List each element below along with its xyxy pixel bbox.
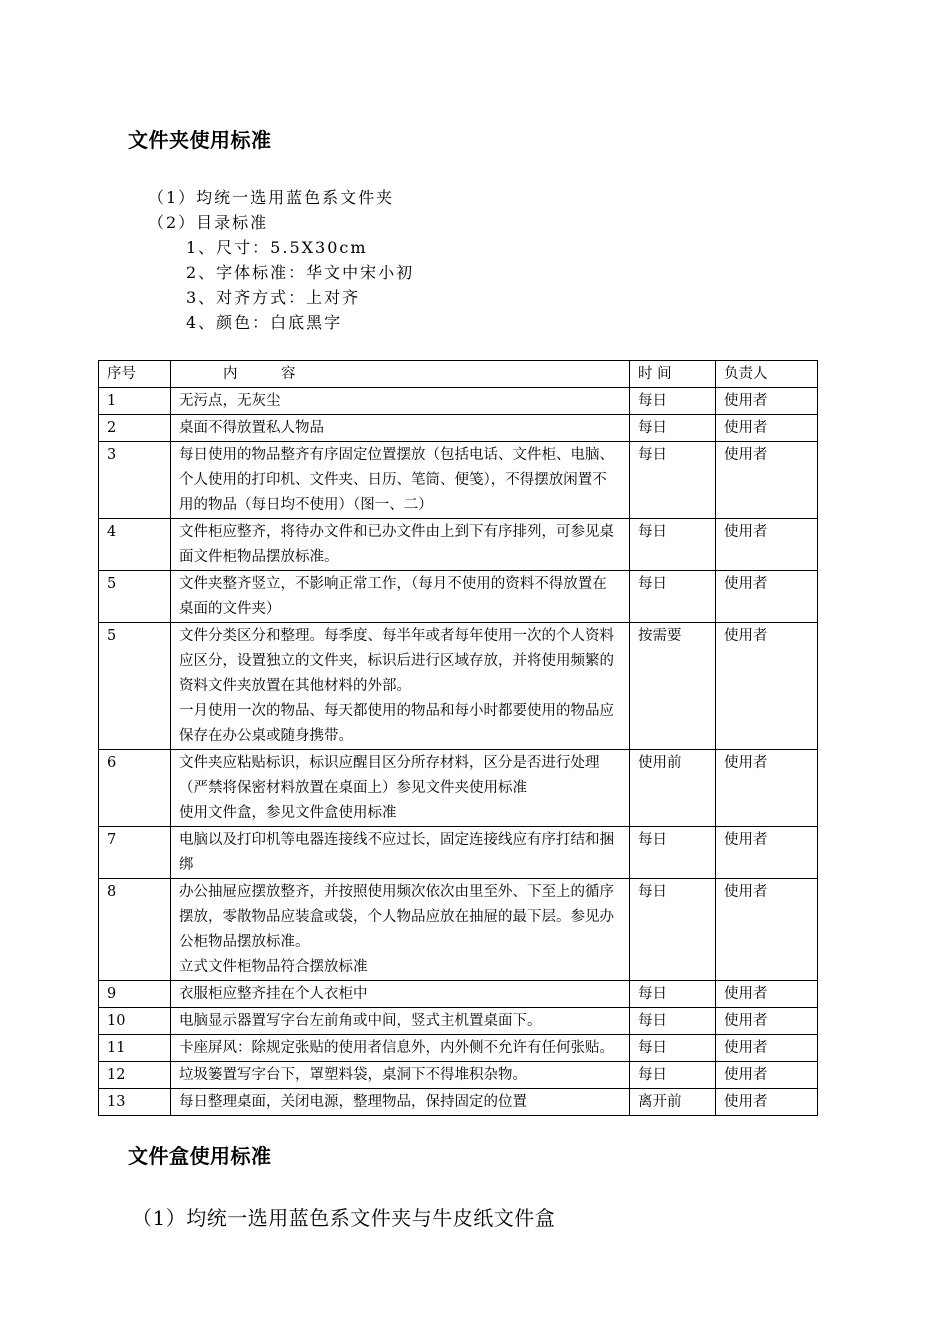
table-row — [99, 1008, 818, 1035]
table-row — [99, 388, 818, 415]
cell-time: 每日 — [630, 571, 716, 623]
section1-title: 文件夹使用标准 — [128, 128, 272, 152]
cell-content-paragraph: 文件柜应整齐，将待办文件和已办文件由上到下有序排列，可参见桌面文件柜物品摆放标准。 — [179, 524, 614, 565]
cell-content-paragraph: 无污点，无灰尘 — [179, 393, 281, 409]
cell-content-paragraph: 文件夹应粘贴标识，标识应醒目区分所存材料，区分是否进行处理（严禁将保密材料放置在桌面上）参见文件夹使用标准 — [179, 755, 600, 796]
cell-content-paragraph: 使用文件盒，参见文件盒使用标准 — [179, 805, 397, 821]
cell-time: 按需要 — [630, 623, 716, 750]
cell-no: 12 — [99, 1062, 171, 1089]
cell-content-paragraph: 衣服柜应整齐挂在个人衣柜中 — [179, 986, 368, 1002]
table-row — [99, 519, 818, 571]
table-row — [99, 1089, 818, 1116]
cell-content — [171, 1089, 630, 1116]
cell-time: 每日 — [630, 1062, 716, 1089]
table-body — [99, 388, 818, 1116]
table-row — [99, 415, 818, 442]
cell-content-paragraph: 立式文件柜物品符合摆放标准 — [179, 959, 368, 975]
cell-time: 使用前 — [630, 750, 716, 827]
cell-no: 2 — [99, 415, 171, 442]
cell-content-paragraph: 桌面不得放置私人物品 — [179, 420, 324, 436]
cell-content — [171, 827, 630, 879]
cell-time: 每日 — [630, 1008, 716, 1035]
cell-owner: 使用者 — [716, 1035, 818, 1062]
cell-no: 5 — [99, 571, 171, 623]
cell-content-paragraph: 每日使用的物品整齐有序固定位置摆放（包括电话、文件柜、电脑、个人使用的打印机、文件夹、日历、笔筒、便笺），不得摆放闲置不用的物品（每日均不使用）（图一、二） — [179, 447, 614, 513]
header-content: 内 容 — [171, 361, 630, 388]
list-item: （2）目录标准 — [148, 213, 269, 232]
cell-content — [171, 1035, 630, 1062]
cell-content-paragraph: 卡座屏风：除规定张贴的使用者信息外，内外侧不允许有任何张贴。 — [179, 1040, 614, 1056]
table-row — [99, 827, 818, 879]
cell-no: 4 — [99, 519, 171, 571]
header-owner: 负责人 — [716, 361, 818, 388]
cell-no: 3 — [99, 442, 171, 519]
cell-no: 11 — [99, 1035, 171, 1062]
cell-owner: 使用者 — [716, 981, 818, 1008]
cell-time: 每日 — [630, 442, 716, 519]
cell-no: 5 — [99, 623, 171, 750]
list-item: 2、字体标准：华文中宋小初 — [186, 263, 415, 282]
list-item: 3、对齐方式：上对齐 — [186, 288, 361, 307]
cell-content-paragraph: 电脑以及打印机等电器连接线不应过长，固定连接线应有序打结和捆绑 — [179, 832, 614, 873]
cell-time: 每日 — [630, 415, 716, 442]
cell-content — [171, 442, 630, 519]
cell-content-paragraph: 文件夹整齐竖立，不影响正常工作，（每月不使用的资料不得放置在桌面的文件夹） — [179, 576, 607, 617]
cell-content — [171, 388, 630, 415]
table-row — [99, 1062, 818, 1089]
cell-owner: 使用者 — [716, 827, 818, 879]
cell-time: 每日 — [630, 1035, 716, 1062]
cell-content-paragraph: 一月使用一次的物品、每天都使用的物品和每小时都要使用的物品应保存在办公桌或随身携带。 — [179, 703, 614, 744]
cell-owner: 使用者 — [716, 623, 818, 750]
cell-no: 6 — [99, 750, 171, 827]
table-row — [99, 442, 818, 519]
cell-content — [171, 1062, 630, 1089]
cell-content — [171, 623, 630, 750]
cell-no: 9 — [99, 981, 171, 1008]
cell-no: 13 — [99, 1089, 171, 1116]
header-time: 时 间 — [630, 361, 716, 388]
table-header-row — [99, 361, 818, 388]
cell-time: 每日 — [630, 879, 716, 981]
table-row — [99, 981, 818, 1008]
section2-list-item: （1）均统一选用蓝色系文件夹与牛皮纸文件盒 — [132, 1206, 556, 1230]
table-row — [99, 1035, 818, 1062]
cell-content — [171, 750, 630, 827]
cell-content — [171, 981, 630, 1008]
cell-owner: 使用者 — [716, 388, 818, 415]
cell-content-paragraph: 电脑显示器置写字台左前角或中间，竖式主机置桌面下。 — [179, 1013, 542, 1029]
cell-content — [171, 571, 630, 623]
cell-no: 8 — [99, 879, 171, 981]
list-item: 4、颜色：白底黑字 — [186, 313, 343, 332]
cell-content — [171, 879, 630, 981]
cell-time: 每日 — [630, 388, 716, 415]
cell-owner: 使用者 — [716, 1008, 818, 1035]
cell-time: 每日 — [630, 981, 716, 1008]
cell-time: 每日 — [630, 519, 716, 571]
cell-content-paragraph: 文件分类区分和整理。每季度、每半年或者每年使用一次的个人资料应区分，设置独立的文件夹，标识后进行区域存放，并将使用频繁的资料文件夹放置在其他材料的外部。 — [179, 628, 614, 694]
cell-no: 7 — [99, 827, 171, 879]
table-row — [99, 623, 818, 750]
standards-table — [98, 360, 818, 1116]
cell-time: 每日 — [630, 827, 716, 879]
cell-no: 10 — [99, 1008, 171, 1035]
cell-owner: 使用者 — [716, 571, 818, 623]
cell-content-paragraph: 办公抽屉应摆放整齐，并按照使用频次依次由里至外、下至上的循序摆放，零散物品应装盒或袋，个人物品应放在抽屉的最下层。参见办公柜物品摆放标准。 — [179, 884, 614, 950]
list-item: 1、尺寸：5.5X30cm — [186, 238, 368, 257]
cell-no: 1 — [99, 388, 171, 415]
cell-content-paragraph: 每日整理桌面，关闭电源，整理物品，保持固定的位置 — [179, 1094, 527, 1110]
cell-owner: 使用者 — [716, 442, 818, 519]
cell-owner: 使用者 — [716, 750, 818, 827]
cell-owner: 使用者 — [716, 1089, 818, 1116]
cell-content — [171, 415, 630, 442]
header-no: 序号 — [99, 361, 171, 388]
table-row — [99, 879, 818, 981]
cell-content — [171, 519, 630, 571]
cell-content — [171, 1008, 630, 1035]
table-row — [99, 571, 818, 623]
cell-owner: 使用者 — [716, 415, 818, 442]
cell-owner: 使用者 — [716, 879, 818, 981]
table-row — [99, 750, 818, 827]
cell-content-paragraph: 垃圾篓置写字台下，罩塑料袋，桌洞下不得堆积杂物。 — [179, 1067, 527, 1083]
section1-list — [148, 185, 414, 335]
list-item: （1）均统一选用蓝色系文件夹 — [148, 188, 395, 207]
cell-owner: 使用者 — [716, 519, 818, 571]
cell-owner: 使用者 — [716, 1062, 818, 1089]
cell-time: 离开前 — [630, 1089, 716, 1116]
section2-title: 文件盒使用标准 — [128, 1144, 272, 1168]
